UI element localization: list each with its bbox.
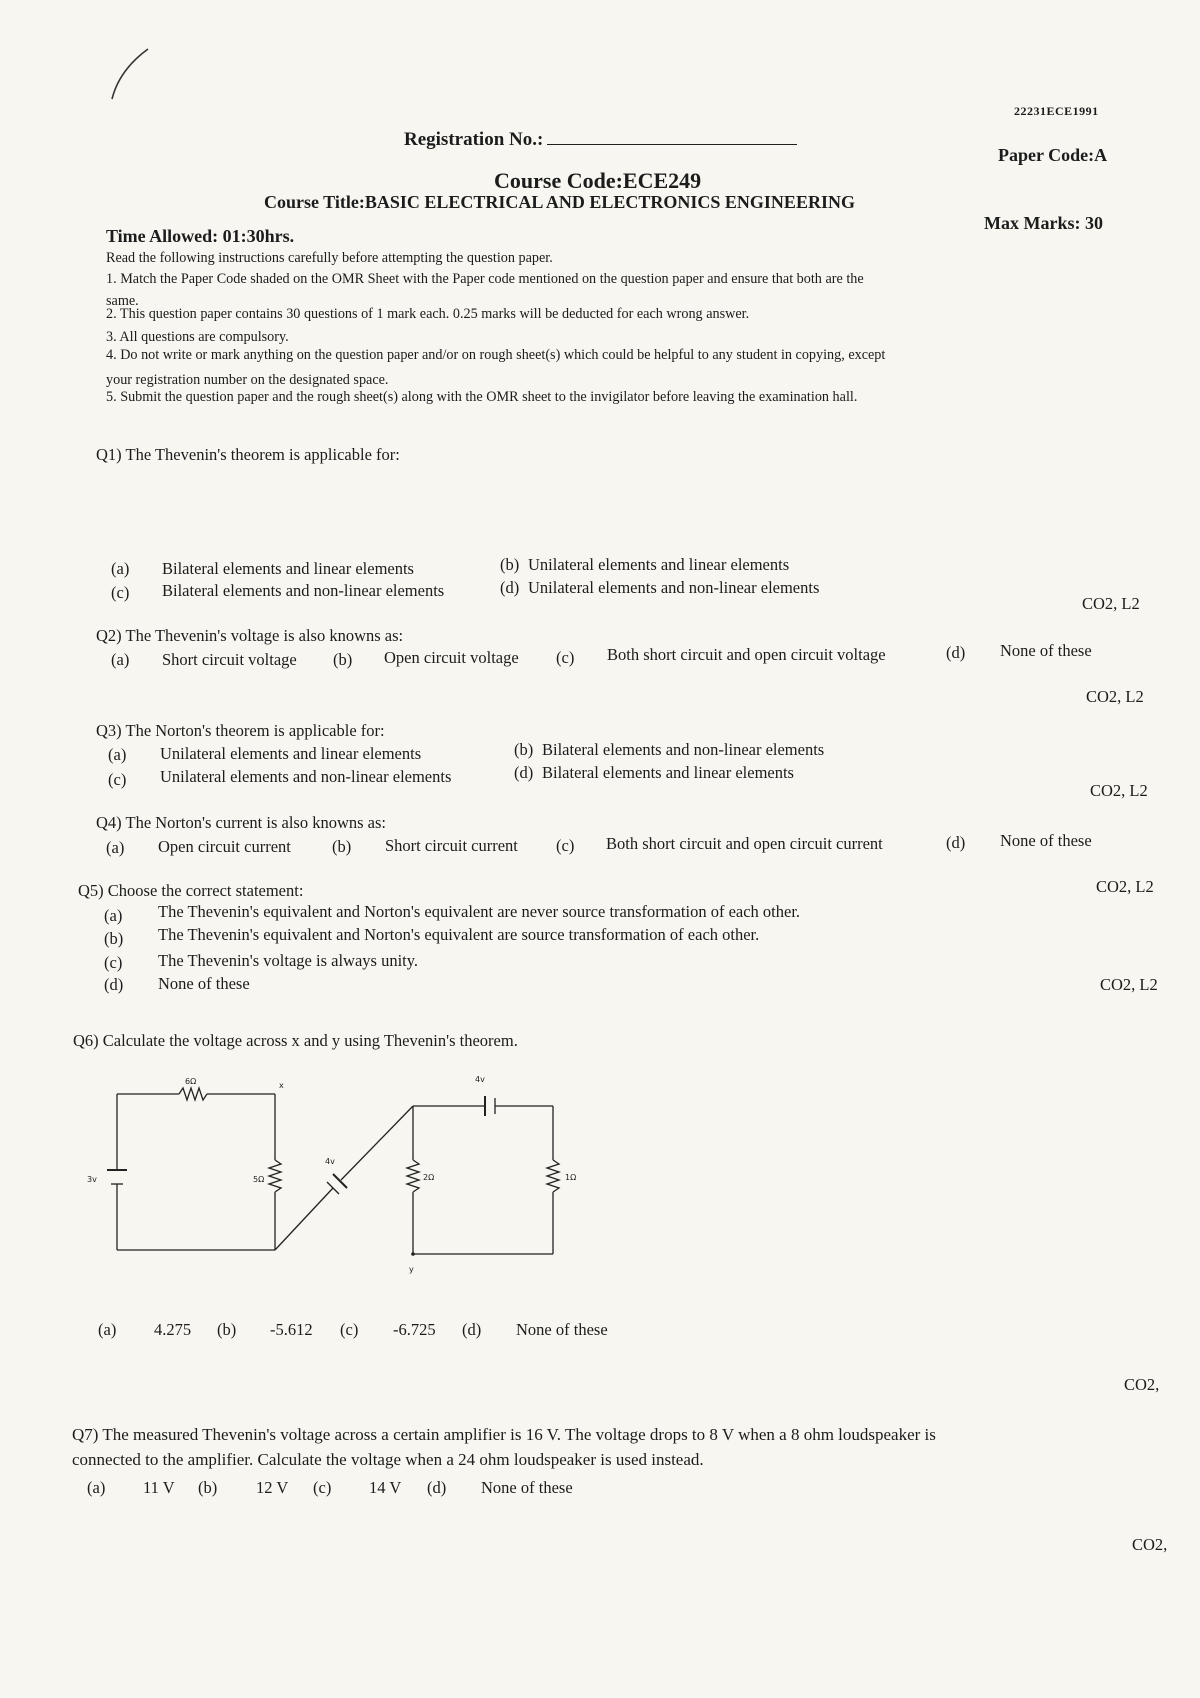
option-label: (b) [104,929,124,948]
option-text: Bilateral elements and non-linear elements [542,740,825,759]
option-text: Unilateral elements and non-linear elements [528,578,820,597]
instruction-line: 3. All questions are compulsory. [106,329,289,345]
instruction-line: same. [106,293,139,309]
co-level-tag: CO2, [1124,1375,1160,1394]
option-text: 14 V [369,1478,402,1497]
source-4v-top-label: 4v [475,1075,485,1084]
co-level-tag: CO2, L2 [1086,687,1144,706]
option-label: (d) [946,643,966,662]
option-label: (d) [514,763,534,782]
option-label: (c) [313,1478,332,1497]
option-label: (d) [946,833,966,852]
option-text: None of these [481,1478,573,1497]
option-label: (b) [500,555,520,574]
option-label: (d) [462,1320,482,1339]
option-text: 11 V [143,1478,175,1497]
registration-label: Registration No.: [404,129,544,150]
option-text: The Thevenin's voltage is always unity. [158,951,419,970]
question-text: Q4) The Norton's current is also knowns as: [96,813,386,832]
option-text: Open circuit current [158,837,291,856]
co-level-tag: CO2, L2 [1090,781,1148,800]
option-label: (c) [556,836,575,855]
option-text: Both short circuit and open circuit current [606,834,883,853]
option-text: Short circuit voltage [162,650,297,669]
instruction-line: 2. This question paper contains 30 questions of 1 mark each. 0.25 marks will be deducted for each wrong answer. [106,306,750,322]
option-text: -5.612 [270,1320,313,1339]
question-text: Q6) Calculate the voltage across x and y using Thevenin's theorem. [73,1031,518,1050]
co-level-tag: CO2, [1132,1535,1168,1554]
option-label: (b) [332,837,352,856]
option-label: (c) [104,953,123,972]
option-label: (a) [104,906,123,925]
co-level-tag: CO2, L2 [1100,975,1158,994]
question-text: Q7) The measured Thevenin's voltage across a certain amplifier is 16 V. The voltage drops to 8 V when a 8 ohm loudspeaker is [72,1425,936,1444]
option-text: Short circuit current [385,836,518,855]
instruction-line: 4. Do not write or mark anything on the question paper and/or on rough sheet(s) which could be helpful to any student in copying, except [106,347,886,363]
option-label: (b) [514,740,534,759]
paper-code: Paper Code:A [998,145,1108,165]
resistor-1-ohm-label: 1Ω [565,1173,577,1182]
question-text: Q2) The Thevenin's voltage is also knowns as: [96,626,404,645]
instruction-line: Read the following instructions carefully before attempting the question paper. [106,250,553,266]
option-label: (c) [111,583,130,602]
node-x-label: x [279,1081,284,1090]
registration-field [404,129,797,151]
source-4v-diagonal-label: 4v [325,1157,335,1166]
option-text: Unilateral elements and linear elements [528,555,790,574]
option-text: Unilateral elements and non-linear elements [160,767,452,786]
option-label: (d) [104,975,124,994]
option-label: (a) [98,1320,117,1339]
option-label: (a) [106,838,125,857]
option-label: (a) [87,1478,106,1497]
co-level-tag: CO2, L2 [1082,594,1140,613]
course-title: Course Title:BASIC ELECTRICAL AND ELECTRONICS ENGINEERING [264,192,855,212]
instruction-line: 5. Submit the question paper and the rough sheet(s) along with the OMR sheet to the invigilator before leaving the examination hall. [106,389,858,405]
option-text: None of these [1000,831,1092,850]
option-text: Bilateral elements and linear elements [542,763,794,782]
instruction-line: your registration number on the designated space. [106,372,389,388]
option-text: The Thevenin's equivalent and Norton's equivalent are source transformation of each other. [158,925,760,944]
circuit-diagram [87,1060,635,1280]
option-label: (a) [111,650,130,669]
option-text: None of these [158,974,250,993]
option-text: -6.725 [393,1320,436,1339]
option-label: (d) [500,578,520,597]
option-text: Bilateral elements and linear elements [162,559,414,578]
option-label: (d) [427,1478,447,1497]
option-label: (a) [108,745,127,764]
instruction-line: 1. Match the Paper Code shaded on the OMR Sheet with the Paper code mentioned on the question paper and ensure that both are the [106,271,864,287]
question-text: Q5) Choose the correct statement: [78,881,304,900]
option-label: (b) [217,1320,237,1339]
question-text: Q3) The Norton's theorem is applicable for: [96,721,385,740]
node-y-label: y [409,1265,414,1274]
paper-id: 22231ECE1991 [1014,104,1099,118]
question-text: Q1) The Thevenin's theorem is applicable for: [96,445,400,464]
resistor-2-ohm-label: 2Ω [423,1173,435,1182]
co-level-tag: CO2, L2 [1096,877,1154,896]
pen-tick-mark [108,45,154,103]
option-text: Unilateral elements and linear elements [160,744,422,763]
option-label: (a) [111,559,130,578]
max-marks: Max Marks: 30 [984,213,1103,233]
course-code: Course Code:ECE249 [494,168,702,193]
resistor-5-ohm-label: 5Ω [253,1175,265,1184]
resistor-6-ohm-label: 6Ω [185,1077,197,1086]
option-label: (b) [198,1478,218,1497]
question-text-continued: connected to the amplifier. Calculate the voltage when a 24 ohm loudspeaker is used instead. [72,1450,704,1469]
option-text: 4.275 [154,1320,192,1339]
option-label: (c) [556,648,575,667]
option-text: Both short circuit and open circuit voltage [607,645,886,664]
option-text: Bilateral elements and non-linear elements [162,581,445,600]
registration-blank-line [547,144,797,145]
option-text: 12 V [256,1478,289,1497]
time-allowed: Time Allowed: 01:30hrs. [106,226,295,246]
option-text: None of these [1000,641,1092,660]
option-text: The Thevenin's equivalent and Norton's equivalent are never source transformation of each other. [158,902,801,921]
option-label: (c) [340,1320,359,1339]
option-label: (c) [108,770,127,789]
option-text: None of these [516,1320,608,1339]
source-3v-label: 3v [87,1175,97,1184]
option-text: Open circuit voltage [384,648,519,667]
option-label: (b) [333,650,353,669]
